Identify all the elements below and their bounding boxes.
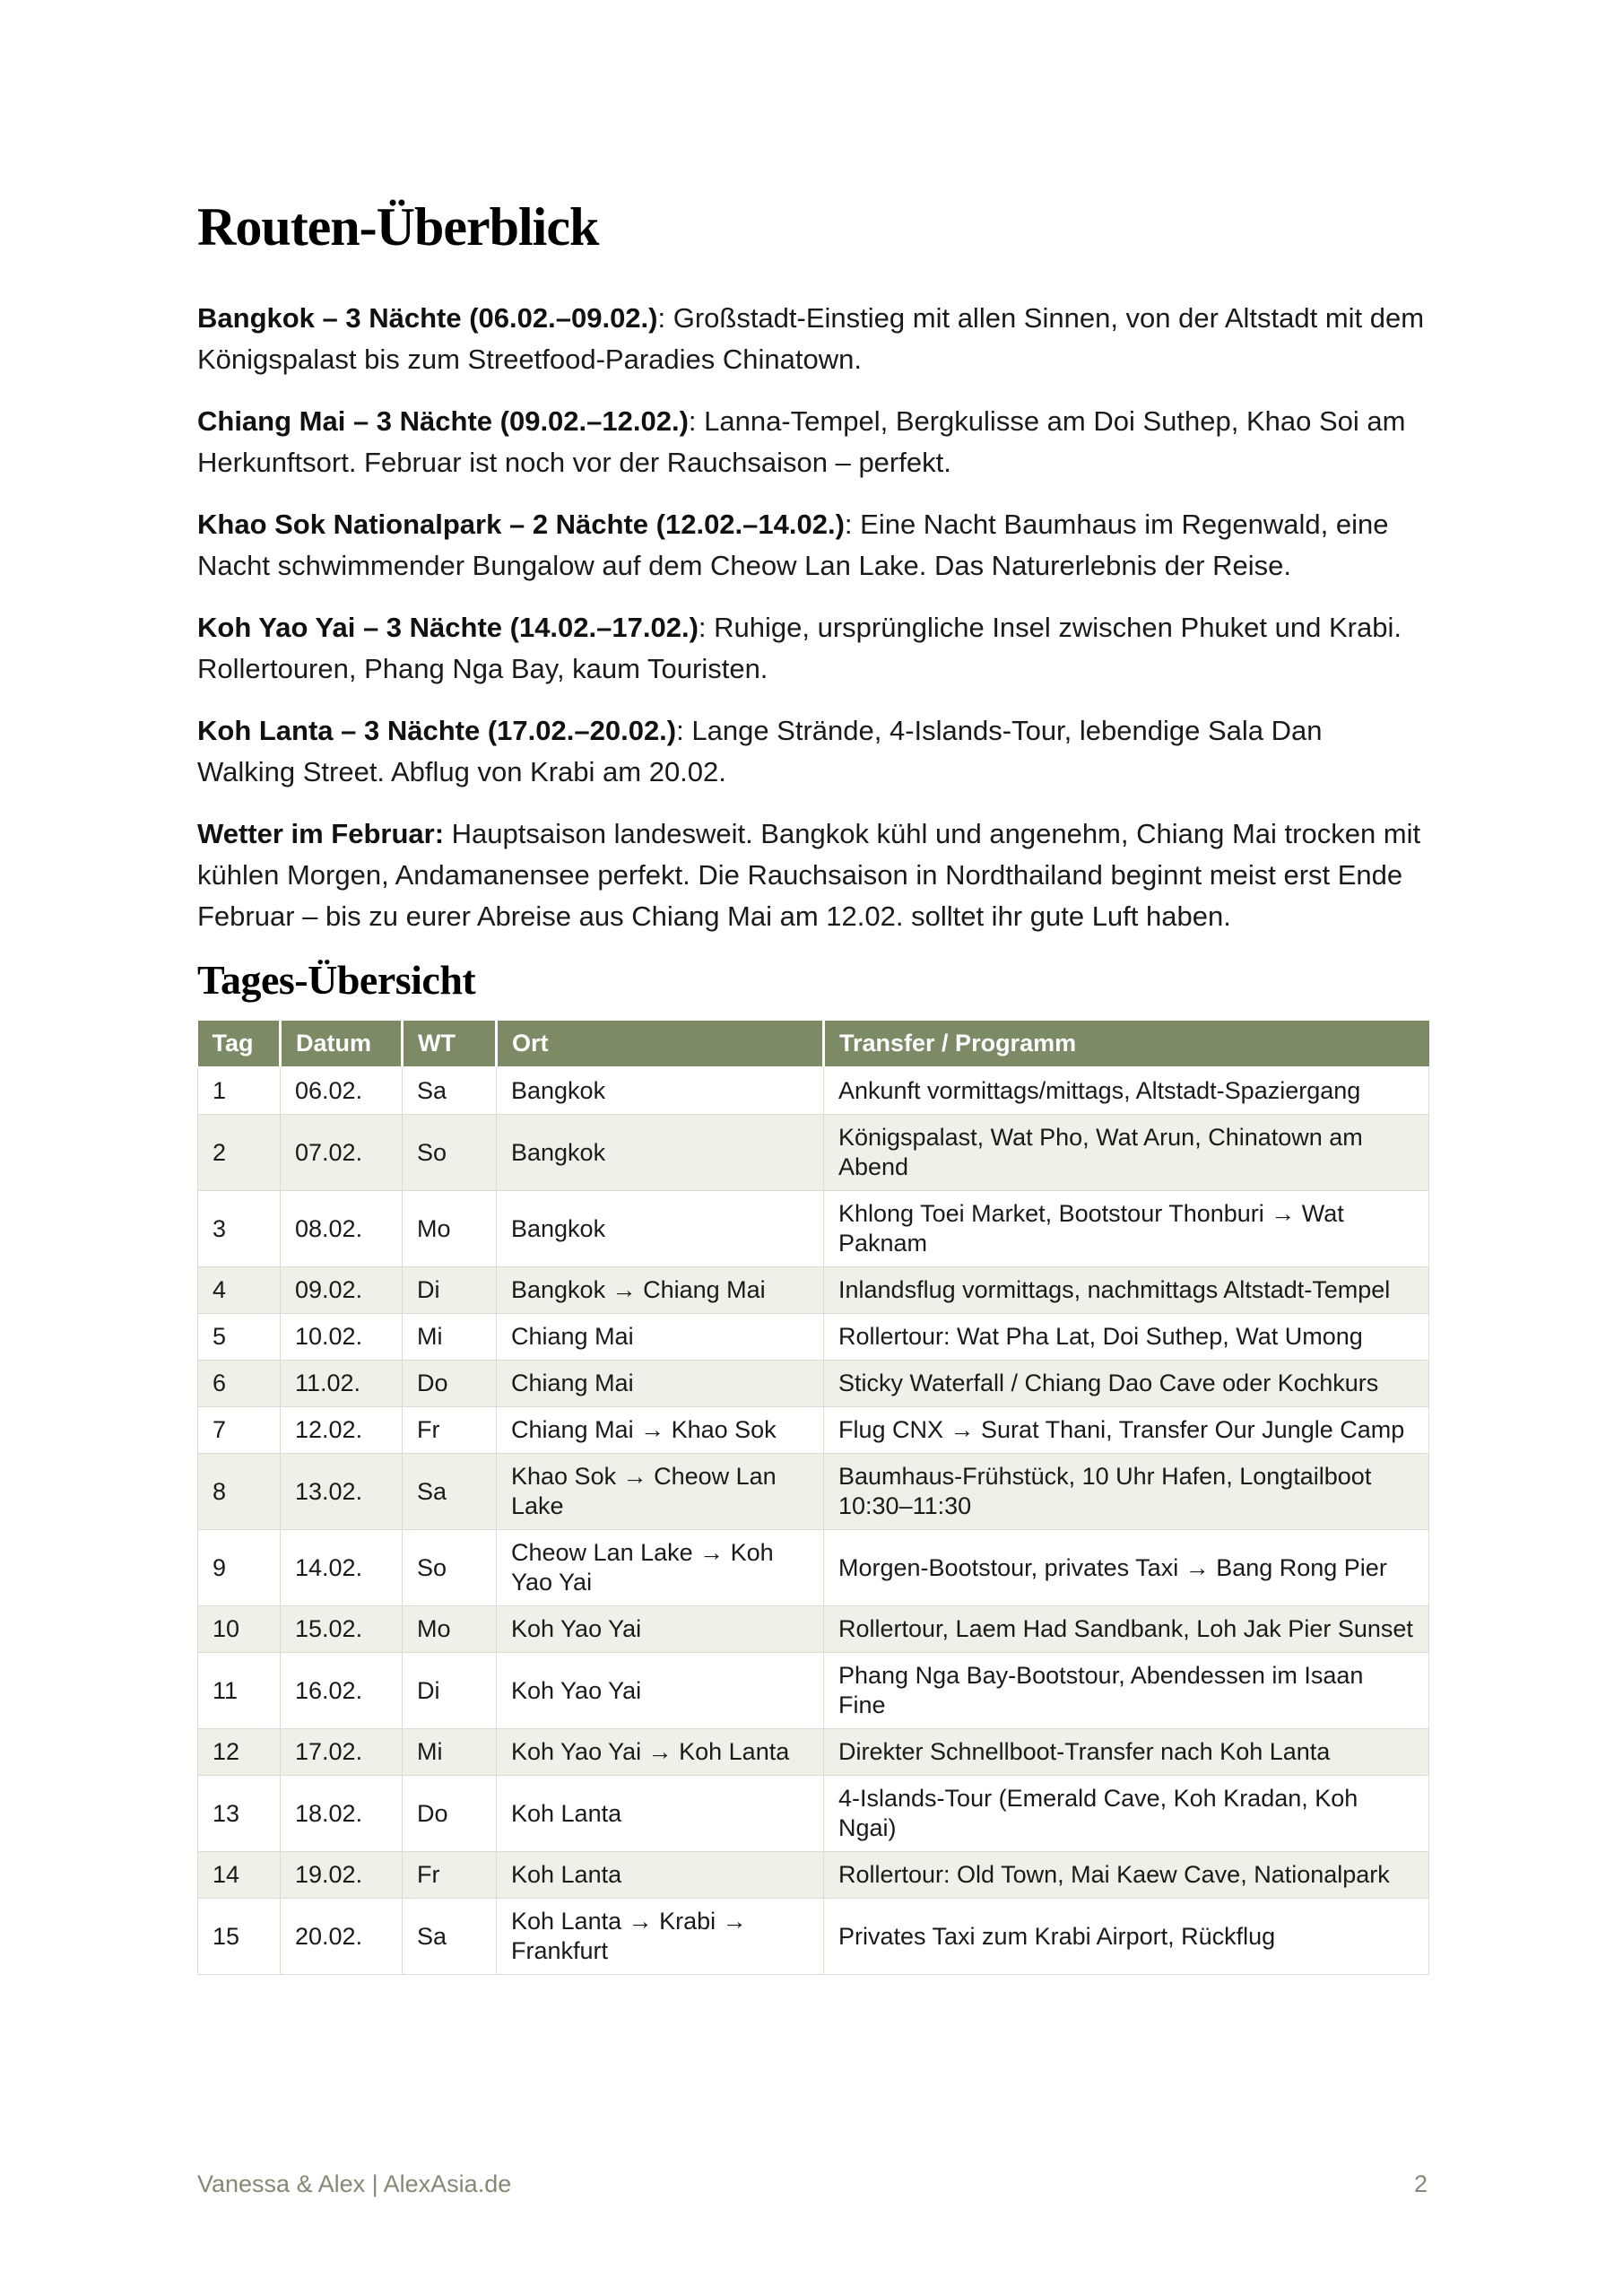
cell-ort: Khao Sok → Cheow Lan Lake	[497, 1454, 824, 1530]
cell-ort: Chiang Mai → Khao Sok	[497, 1407, 824, 1454]
table-header-cell: Tag	[198, 1021, 281, 1067]
footer-page-number: 2	[1413, 2170, 1428, 2197]
cell-wt: Sa	[403, 1067, 497, 1115]
table-row	[198, 1776, 1429, 1852]
cell-wt: Do	[403, 1361, 497, 1407]
paragraph-lead: Bangkok – 3 Nächte (06.02.–09.02.)	[197, 302, 658, 334]
cell-tag: 14	[198, 1852, 281, 1899]
cell-transfer: Inlandsflug vormittags, nachmittags Altstadt-Tempel	[824, 1267, 1429, 1314]
cell-transfer: Ankunft vormittags/mittags, Altstadt-Spaziergang	[824, 1067, 1429, 1115]
cell-ort: Bangkok → Chiang Mai	[497, 1267, 824, 1314]
cell-wt: Mo	[403, 1191, 497, 1267]
cell-tag: 6	[198, 1361, 281, 1407]
paragraph-lead: Chiang Mai – 3 Nächte (09.02.–12.02.)	[197, 405, 689, 437]
cell-ort: Chiang Mai	[497, 1314, 824, 1361]
paragraph-text: : Ruhige, ursprüngliche Insel zwischen Phuket und Krabi. Rollertouren, Phang Nga Bay, kaum Touristen.	[197, 612, 1402, 684]
cell-ort: Bangkok	[497, 1191, 824, 1267]
cell-ort: Chiang Mai	[497, 1361, 824, 1407]
cell-wt: Fr	[403, 1852, 497, 1899]
table-row	[198, 1530, 1429, 1606]
cell-wt: Do	[403, 1776, 497, 1852]
table-header-cell: Datum	[281, 1021, 403, 1067]
paragraph-text: : Großstadt-Einstieg mit allen Sinnen, von der Altstadt mit dem Königspalast bis zum Streetfood-Paradies Chinatown.	[197, 302, 1425, 375]
cell-datum: 07.02.	[281, 1115, 403, 1191]
cell-ort: Koh Lanta → Krabi → Frankfurt	[497, 1899, 824, 1975]
cell-datum: 19.02.	[281, 1852, 403, 1899]
cell-datum: 08.02.	[281, 1191, 403, 1267]
table-row	[198, 1606, 1429, 1653]
cell-datum: 18.02.	[281, 1776, 403, 1852]
overview-paragraph	[197, 710, 1428, 793]
cell-transfer: Rollertour, Laem Had Sandbank, Loh Jak Pier Sunset	[824, 1606, 1429, 1653]
cell-wt: Sa	[403, 1899, 497, 1975]
cell-wt: Mi	[403, 1729, 497, 1776]
cell-datum: 20.02.	[281, 1899, 403, 1975]
cell-transfer: Privates Taxi zum Krabi Airport, Rückflug	[824, 1899, 1429, 1975]
table-row	[198, 1454, 1429, 1530]
table-row	[198, 1115, 1429, 1191]
cell-wt: Di	[403, 1653, 497, 1729]
paragraph-lead: Koh Lanta – 3 Nächte (17.02.–20.02.)	[197, 715, 677, 746]
cell-transfer: Phang Nga Bay-Bootstour, Abendessen im Isaan Fine	[824, 1653, 1429, 1729]
cell-transfer: Rollertour: Wat Pha Lat, Doi Suthep, Wat Umong	[824, 1314, 1429, 1361]
cell-datum: 14.02.	[281, 1530, 403, 1606]
cell-transfer: Königspalast, Wat Pho, Wat Arun, Chinatown am Abend	[824, 1115, 1429, 1191]
paragraph-text: Hauptsaison landesweit. Bangkok kühl und angenehm, Chiang Mai trocken mit kühlen Morgen, Andamanensee perfekt. Die Rauchsaison in Nordthailand beginnt meist erst Ende Februar – bis zu eurer Abreise aus Chiang Mai am 12.02. solltet ihr gute Luft haben.	[197, 818, 1421, 932]
paragraph-lead: Koh Yao Yai – 3 Nächte (14.02.–17.02.)	[197, 612, 699, 643]
cell-datum: 13.02.	[281, 1454, 403, 1530]
overview-paragraph	[197, 401, 1428, 483]
cell-tag: 4	[198, 1267, 281, 1314]
cell-tag: 10	[198, 1606, 281, 1653]
overview-paragraph	[197, 298, 1428, 380]
cell-ort: Bangkok	[497, 1115, 824, 1191]
table-row	[198, 1191, 1429, 1267]
cell-wt: Sa	[403, 1454, 497, 1530]
table-row	[198, 1852, 1429, 1899]
cell-ort: Koh Yao Yai → Koh Lanta	[497, 1729, 824, 1776]
cell-datum: 15.02.	[281, 1606, 403, 1653]
page-title: Routen-Überblick	[197, 197, 599, 257]
day-table	[197, 1021, 1429, 1975]
cell-wt: So	[403, 1115, 497, 1191]
cell-wt: Mi	[403, 1314, 497, 1361]
cell-wt: Fr	[403, 1407, 497, 1454]
cell-tag: 9	[198, 1530, 281, 1606]
paragraph-lead: Khao Sok Nationalpark – 2 Nächte (12.02.–14.02.)	[197, 509, 845, 540]
cell-tag: 13	[198, 1776, 281, 1852]
table-header-row	[198, 1021, 1429, 1067]
cell-tag: 3	[198, 1191, 281, 1267]
paragraph-text: : Lange Strände, 4-Islands-Tour, lebendige Sala Dan Walking Street. Abflug von Krabi am 20.02.	[197, 715, 1323, 787]
cell-tag: 12	[198, 1729, 281, 1776]
cell-ort: Koh Yao Yai	[497, 1606, 824, 1653]
cell-wt: So	[403, 1530, 497, 1606]
cell-datum: 16.02.	[281, 1653, 403, 1729]
overview-paragraph	[197, 813, 1428, 937]
cell-tag: 11	[198, 1653, 281, 1729]
cell-transfer: Baumhaus-Frühstück, 10 Uhr Hafen, Longtailboot 10:30–11:30	[824, 1454, 1429, 1530]
cell-ort: Koh Lanta	[497, 1776, 824, 1852]
cell-tag: 15	[198, 1899, 281, 1975]
table-header-cell: WT	[403, 1021, 497, 1067]
cell-transfer: 4-Islands-Tour (Emerald Cave, Koh Kradan, Koh Ngai)	[824, 1776, 1429, 1852]
page-footer	[197, 2170, 1428, 2198]
cell-transfer: Rollertour: Old Town, Mai Kaew Cave, Nationalpark	[824, 1852, 1429, 1899]
cell-transfer: Direkter Schnellboot-Transfer nach Koh Lanta	[824, 1729, 1429, 1776]
table-row	[198, 1899, 1429, 1975]
cell-ort: Bangkok	[497, 1067, 824, 1115]
cell-datum: 17.02.	[281, 1729, 403, 1776]
cell-ort: Cheow Lan Lake → Koh Yao Yai	[497, 1530, 824, 1606]
section-title: Tages-Übersicht	[197, 957, 476, 1003]
cell-ort: Koh Lanta	[497, 1852, 824, 1899]
paragraph-text: : Lanna-Tempel, Bergkulisse am Doi Suthep, Khao Soi am Herkunftsort. Februar ist noch vor der Rauchsaison – perfekt.	[197, 405, 1406, 478]
table-row	[198, 1314, 1429, 1361]
overview-paragraph	[197, 504, 1428, 587]
cell-wt: Mo	[403, 1606, 497, 1653]
route-overview-section	[197, 298, 1428, 937]
cell-tag: 5	[198, 1314, 281, 1361]
cell-datum: 12.02.	[281, 1407, 403, 1454]
overview-paragraph	[197, 607, 1428, 690]
cell-transfer: Khlong Toei Market, Bootstour Thonburi → Wat Paknam	[824, 1191, 1429, 1267]
table-row	[198, 1407, 1429, 1454]
table-row	[198, 1653, 1429, 1729]
cell-wt: Di	[403, 1267, 497, 1314]
table-row	[198, 1067, 1429, 1115]
cell-tag: 7	[198, 1407, 281, 1454]
cell-tag: 2	[198, 1115, 281, 1191]
cell-transfer: Sticky Waterfall / Chiang Dao Cave oder Kochkurs	[824, 1361, 1429, 1407]
table-header-cell: Ort	[497, 1021, 824, 1067]
footer-author: Vanessa & Alex | AlexAsia.de	[197, 2170, 512, 2197]
cell-datum: 11.02.	[281, 1361, 403, 1407]
cell-transfer: Morgen-Bootstour, privates Taxi → Bang Rong Pier	[824, 1530, 1429, 1606]
table-row	[198, 1729, 1429, 1776]
cell-transfer: Flug CNX → Surat Thani, Transfer Our Jungle Camp	[824, 1407, 1429, 1454]
cell-tag: 8	[198, 1454, 281, 1530]
cell-datum: 06.02.	[281, 1067, 403, 1115]
cell-ort: Koh Yao Yai	[497, 1653, 824, 1729]
cell-datum: 10.02.	[281, 1314, 403, 1361]
cell-datum: 09.02.	[281, 1267, 403, 1314]
table-row	[198, 1361, 1429, 1407]
table-row	[198, 1267, 1429, 1314]
paragraph-lead: Wetter im Februar:	[197, 818, 445, 849]
table-header-cell: Transfer / Programm	[824, 1021, 1429, 1067]
paragraph-text: : Eine Nacht Baumhaus im Regenwald, eine Nacht schwimmender Bungalow auf dem Cheow Lan Lake. Das Naturerlebnis der Reise.	[197, 509, 1389, 581]
cell-tag: 1	[198, 1067, 281, 1115]
